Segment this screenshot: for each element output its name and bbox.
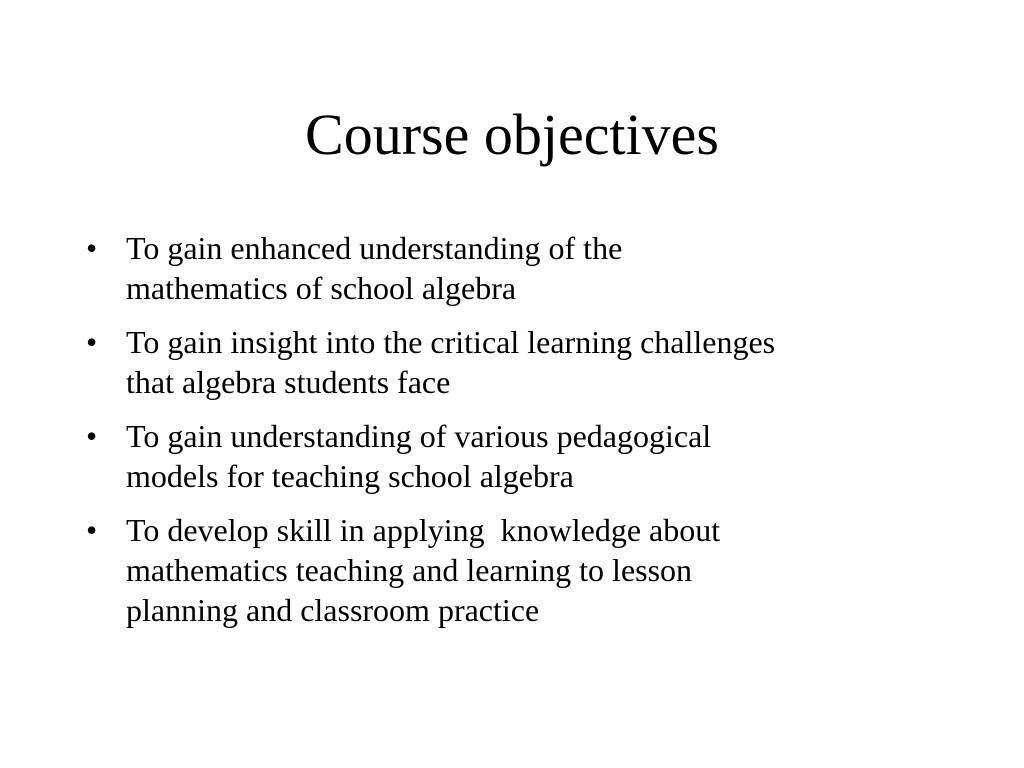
list-item [86,322,956,402]
bullet-text: To gain understanding of various pedagogical models for teaching school algebra [126,418,712,494]
bullet-icon: • [86,230,98,266]
bullet-text: To gain enhanced understanding of the mathematics of school algebra [126,230,623,306]
list-item [86,510,956,630]
bullet-text: To gain insight into the critical learning challenges that algebra students face [126,324,776,400]
list-item [86,228,956,308]
bullet-text: To develop skill in applying knowledge about mathematics teaching and learning to lesson planning and classroom practice [126,512,721,628]
objectives-list [86,228,956,644]
bullet-icon: • [86,512,98,548]
slide-title: Course objectives [305,102,719,167]
bullet-icon: • [86,324,98,360]
bullet-icon: • [86,418,98,454]
list-item [86,416,956,496]
